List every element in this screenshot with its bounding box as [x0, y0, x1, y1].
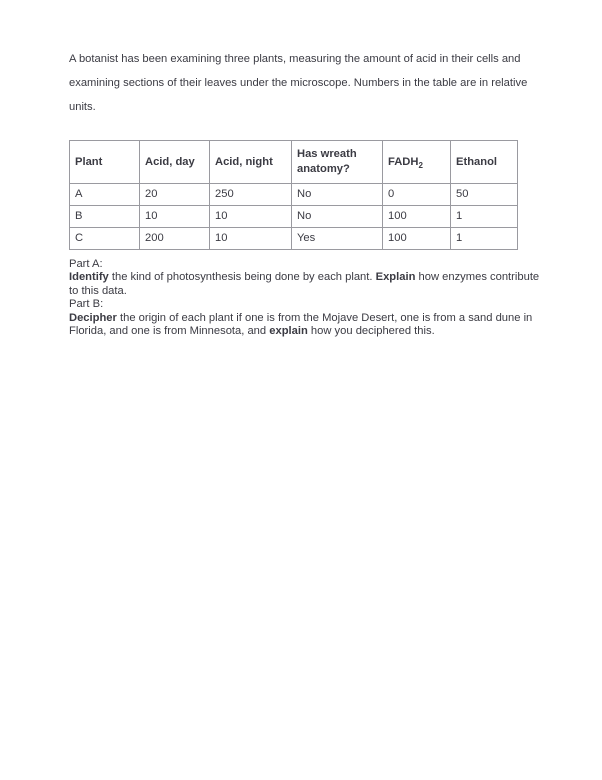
fadh-label: FADH: [388, 155, 419, 168]
cell-acid-day: 200: [140, 228, 210, 250]
cell-wreath: Yes: [292, 228, 383, 250]
part-a-verb-explain: Explain: [375, 271, 416, 284]
column-header-acid-day: Acid, day: [140, 141, 210, 184]
part-a-text-2: how enzymes contribute to this data.: [69, 271, 540, 297]
cell-acid-day: 10: [140, 206, 210, 228]
table-row: [70, 184, 518, 206]
intro-paragraph: A botanist has been examining three plants, measuring the amount of acid in their cells and examining sections of their leaves under the microscope. Numbers in the table are in relative units.: [69, 53, 528, 114]
cell-plant: A: [70, 184, 140, 206]
cell-ethanol: 1: [451, 228, 518, 250]
questions-block: [69, 258, 549, 338]
data-table-container: [69, 140, 518, 250]
part-b-text-2: how you deciphered this.: [307, 325, 435, 338]
cell-plant: C: [70, 228, 140, 250]
column-header-fadh2: [383, 141, 451, 184]
table-header-row: [70, 141, 518, 184]
column-header-acid-night: Acid, night: [210, 141, 292, 184]
cell-fadh: 0: [383, 184, 451, 206]
part-b-prompt: [69, 312, 549, 339]
table-header: [70, 141, 518, 184]
part-a-label: Part A:: [69, 258, 103, 270]
part-a-prompt: [69, 271, 549, 298]
column-header-ethanol: Ethanol: [451, 141, 518, 184]
table-body: [70, 184, 518, 250]
fadh-subscript: 2: [418, 160, 423, 170]
column-header-plant: Plant: [70, 141, 140, 184]
plant-data-table: [69, 140, 518, 250]
cell-plant: B: [70, 206, 140, 228]
table-row: [70, 228, 518, 250]
part-b-verb-decipher: Decipher: [69, 311, 117, 324]
column-header-wreath-anatomy: Has wreath anatomy?: [292, 141, 383, 184]
cell-ethanol: 50: [451, 184, 518, 206]
part-b-verb-explain: explain: [269, 325, 308, 338]
cell-ethanol: 1: [451, 206, 518, 228]
cell-fadh: 100: [383, 206, 451, 228]
cell-fadh: 100: [383, 228, 451, 250]
cell-acid-day: 20: [140, 184, 210, 206]
cell-acid-night: 10: [210, 228, 292, 250]
part-a-verb-identify: Identify: [69, 271, 109, 284]
part-a-text-1: the kind of photosynthesis being done by each plant.: [108, 271, 376, 284]
table-row: [70, 206, 518, 228]
cell-wreath: No: [292, 206, 383, 228]
part-b-text-1: the origin of each plant if one is from the Mojave Desert, one is from a sand dune in Florida, and one is from Minnesota, and: [69, 311, 533, 338]
cell-acid-night: 250: [210, 184, 292, 206]
cell-wreath: No: [292, 184, 383, 206]
part-b-label: Part B:: [69, 298, 104, 311]
cell-acid-night: 10: [210, 206, 292, 228]
